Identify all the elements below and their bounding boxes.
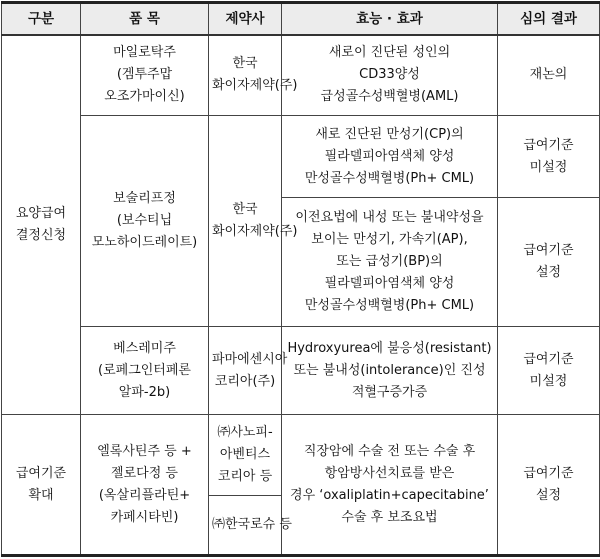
table-row <box>2 115 600 197</box>
efficacy-cell: 직장암에 수술 전 또는 수술 후 항암방사선치료를 받은 경우 ‘oxaliplatin+capecitabine’ 수술 후 보조요법 <box>282 415 498 556</box>
efficacy-cell: 새로 진단된 만성기(CP)의 필라델피아염색체 양성 만성골수성백혈병(Ph+ CML) <box>282 115 498 197</box>
company-cell: 한국 화이자제약(주) <box>209 35 282 115</box>
result-cell: 급여기준 설정 <box>498 415 600 556</box>
efficacy-cell: 이전요법에 내성 또는 불내약성을 보이는 만성기, 가속기(AP), 또는 급성기(BP)의 필라델피아염색체 양성 만성골수성백혈병(Ph+ CML) <box>282 198 498 327</box>
header-category: 구분 <box>2 3 81 36</box>
product-cell: 엘록사틴주 등 + 젤로다정 등 (옥살리플라틴+ 카페시타빈) <box>81 415 209 556</box>
header-row <box>2 3 600 36</box>
table-row <box>2 326 600 414</box>
company-cell: ㈜한국로슈 등 <box>209 495 282 555</box>
product-cell: 보술리프정 (보수티닙 모노하이드레이트) <box>81 115 209 326</box>
efficacy-cell: Hydroxyurea에 불응성(resistant) 또는 불내성(intolerance)인 진성 적혈구증가증 <box>282 326 498 414</box>
efficacy-cell: 새로이 진단된 성인의 CD33양성 급성골수성백혈병(AML) <box>282 35 498 115</box>
review-results-table <box>1 1 600 557</box>
result-cell: 재논의 <box>498 35 600 115</box>
header-efficacy: 효능 · 효과 <box>282 3 498 36</box>
product-cell: 마일로탁주 (겜투주맙 오조가마이신) <box>81 35 209 115</box>
company-cell: ㈜사노피- 아벤티스 코리아 등 <box>209 415 282 495</box>
product-cell: 베스레미주 (로페그인터페론 알파-2b) <box>81 326 209 414</box>
table-row <box>2 35 600 115</box>
result-cell: 급여기준 미설정 <box>498 326 600 414</box>
result-cell: 급여기준 설정 <box>498 198 600 327</box>
company-cell: 파마에센시아 코리아(주) <box>209 326 282 414</box>
category-expansion-cell: 급여기준 확대 <box>2 415 81 556</box>
company-cell: 한국 화이자제약(주) <box>209 115 282 326</box>
header-company: 제약사 <box>209 3 282 36</box>
header-result: 심의 결과 <box>498 3 600 36</box>
category-application-cell: 요양급여 결정신청 <box>2 35 81 415</box>
table-row <box>2 415 600 495</box>
header-product: 품 목 <box>81 3 209 36</box>
result-cell: 급여기준 미설정 <box>498 115 600 197</box>
